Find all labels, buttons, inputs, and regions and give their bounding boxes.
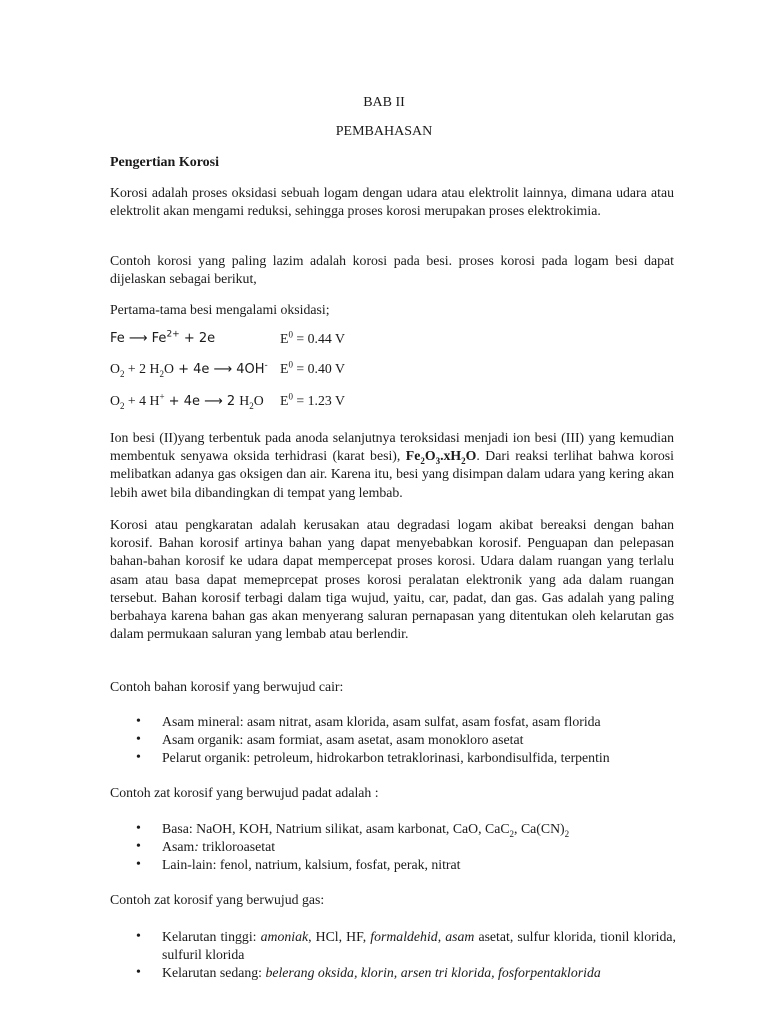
equation-2-potential: $E^0 = 0.40$ V [280,359,345,376]
paragraph-iron-ion-text-a: Ion besi (II)yang terbentuk pada anoda selanjutnya teroksidasi menjadi ion besi (III) yang kemudian membentuk senyawa oksida terhidrasi (karat besi), [110,430,674,464]
solid-intro-text: Contoh zat korosif yang berwujud padat adalah : [110,785,379,800]
section-title: PEMBAHASAN [335,124,433,139]
list-item: • Basa: NaOH, KOH, Natrium silikat, asam karbonat, CaO, CaC$_2$, $Ca(CN)_2$ [136,820,676,838]
list-item: • Lain-lain: fenol, natrium, kalsium, fosfat, perak, nitrat [136,856,676,874]
paragraph-corrosive-materials [110,516,674,643]
paragraph-iron-ion [110,429,674,502]
paragraph-example [110,252,674,288]
paragraph-iron-ion-text-b: . Dari reaksi terlihat bahwa korosi melibatkan adanya gas oksigen dan air. Karena itu, besi yang disimpan dalam udara yang kering akan lebih awet bila dibandingkan di tempat yang lembab. [110,448,674,500]
paragraph-definition-text: Korosi adalah proses oksidasi sebuah logam dengan udara atau elektrolit lainnya, dimana udara atau elektrolit akan mengami reduksi, sehingga proses korosi merupakan proses elektrokimia. [110,185,674,219]
chapter-title: BAB II [363,95,405,110]
paragraph-example-text: Contoh korosi yang paling lazim adalah korosi pada besi. proses korosi pada logam besi dapat dijelaskan sebagai berikut, [110,253,674,287]
list-item: • Kelarutan tinggi: amoniak, HCl, HF, formaldehid, asam asetat, sulfur klorida, tionil klorida, sulfuril klorida [136,928,676,964]
equation-3-potential: $E^0 = 1.23$ V [280,391,345,408]
list-item: • Asam mineral: asam nitrat, asam klorida, asam sulfat, asam fosfat, asam florida [136,713,676,731]
list-item: • Asam: trikloroasetat [136,838,676,856]
liquid-intro [110,678,674,696]
equation-2: $O_2 + 2$ $H_2O + 4e$ ⟶ 4OH- [110,360,268,379]
gas-intro [110,891,674,909]
equation-1-potential: $E^0 = 0.44$ V [280,329,345,346]
gas-list [136,928,676,982]
solid-intro [110,784,674,802]
list-item: • Pelarut organik: petroleum, hidrokarbon tetraklorinasi, karbondisulfida, terpentin [136,749,676,767]
section-heading: Pengertian Korosi [110,155,220,170]
liquid-list [136,713,676,767]
formula-rust: $Fe_2O_3.xH_2O$ [405,448,477,466]
gas-intro-text: Contoh zat korosif yang berwujud gas: [110,892,325,907]
paragraph-corrosive-materials-text: Korosi atau pengkaratan adalah kerusakan atau degradasi logam akibat bereaksi dengan bahan korosif. Bahan korosif artinya bahan yang dapat menyebabkan korosif. Penguapan dan pelepasan bahan-bahan korosif ke udara dapat mempercepat proses korosi. Udara dalam ruangan yang terlalu asam atau basa dapat memeprcepat proses korosi peralatan elektronik yang ada dalam ruangan tersebut. Bahan korosif terbagi dalam tiga wujud, yaitu, car, padat, dan gas. Gas adalah yang paling berbahaya karena bahan gas akan menyerang saluran pernapasan yang ditentukan oleh kelarutan gas dalam permukaan saluran yang lembab atau berlendir. [110,517,674,642]
liquid-intro-text: Contoh bahan korosif yang berwujud cair: [110,679,344,694]
list-item: • Kelarutan sedang: belerang oksida, klorin, arsen tri klorida, fosforpentaklorida [136,964,676,982]
equation-1: Fe ⟶ $Fe^{2+} + 2e$ [110,329,216,346]
paragraph-oxidation-intro-text: Pertama-tama besi mengalami oksidasi; [110,302,330,317]
list-item: • Asam organik: asam formiat, asam asetat, asam monokloro asetat [136,731,676,749]
paragraph-definition [110,184,674,220]
paragraph-oxidation-intro [110,301,674,319]
equation-3: $O_2 + 4$ H+ + 4e ⟶ 2 $H_2O$ [110,391,264,411]
solid-list [136,820,676,874]
